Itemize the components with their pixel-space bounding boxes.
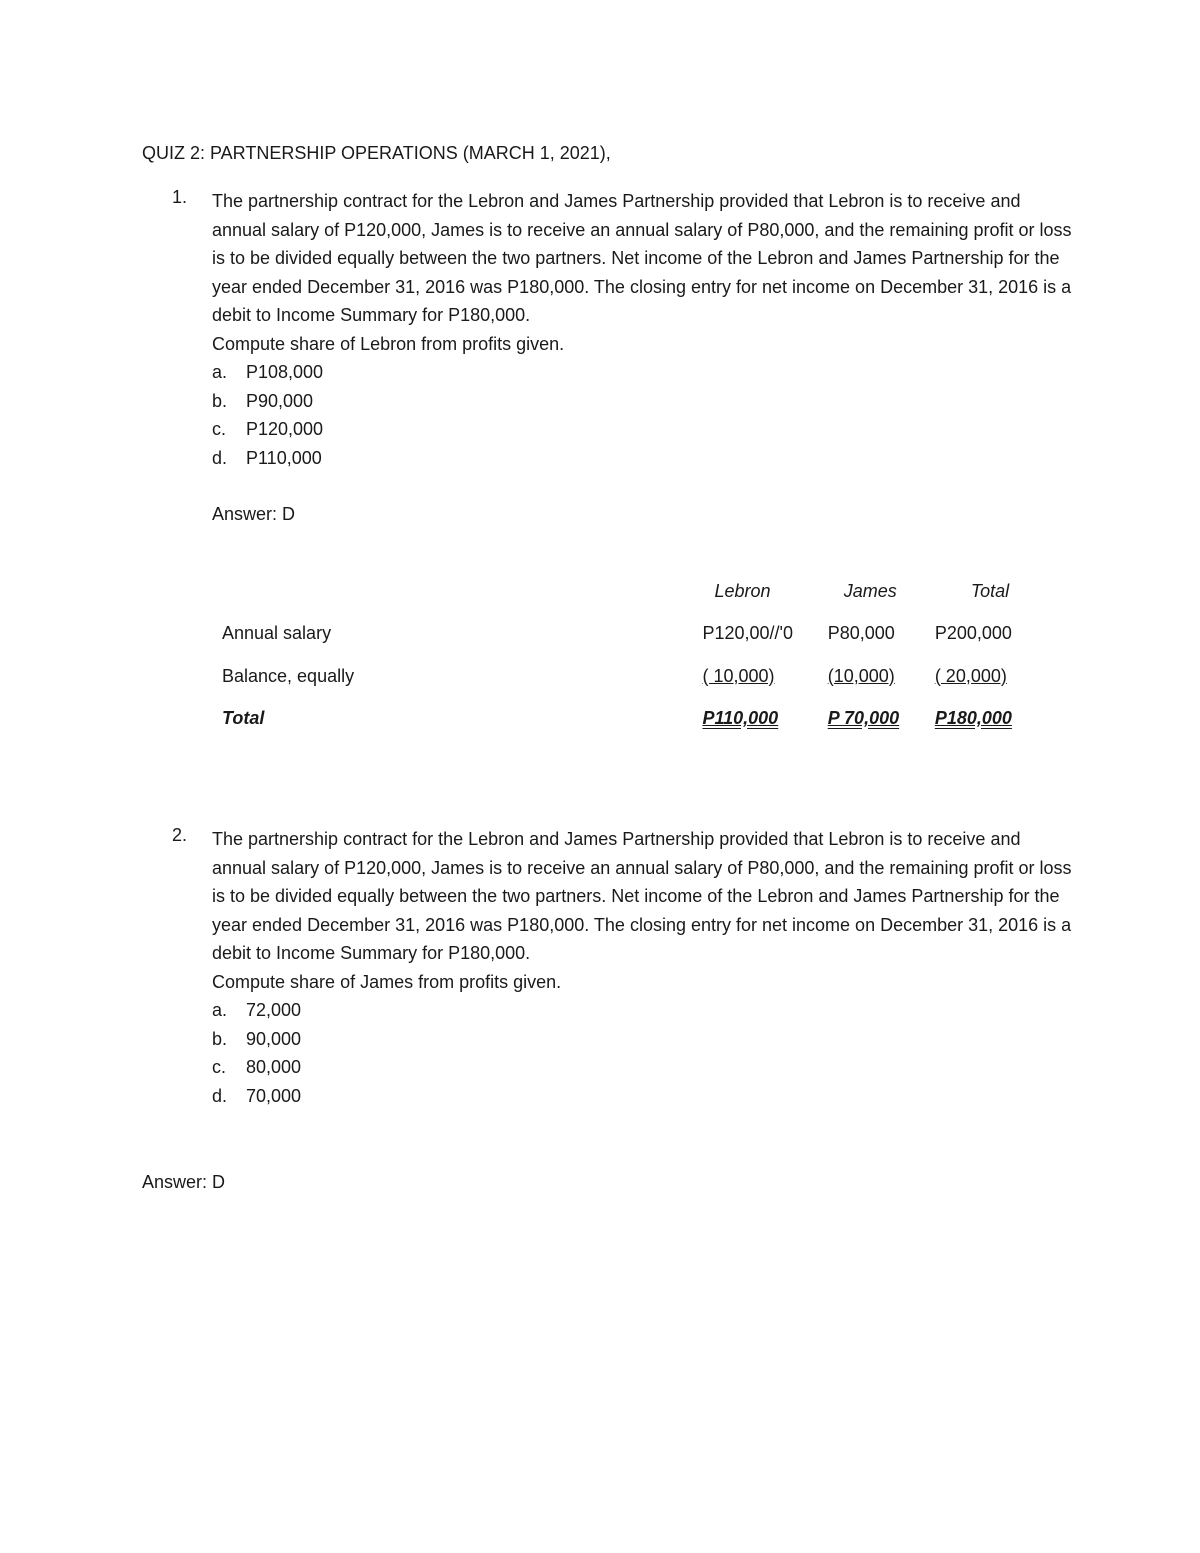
- question-2: [172, 825, 1072, 1110]
- option-d: [212, 1082, 1072, 1111]
- option-value: 72,000: [246, 1000, 302, 1020]
- option-letter: a.: [212, 362, 228, 382]
- cell-total: ( 20,000): [934, 665, 1007, 686]
- question-number: 1.: [172, 187, 188, 207]
- answer-line: Answer: D: [212, 504, 296, 524]
- row-label: Total: [222, 708, 265, 729]
- row-label: Annual salary: [222, 623, 332, 644]
- question-prompt: Compute share of Lebron from profits given.: [212, 333, 565, 354]
- cell-total: P200,000: [934, 623, 1012, 644]
- cell-lebron: P110,000: [702, 708, 779, 729]
- computation-table: [222, 570, 1062, 740]
- option-letter: b.: [212, 390, 228, 411]
- options-list: [212, 996, 1072, 1110]
- question-text: The partnership contract for the Lebron and James Partnership provided that Lebron is to receive and annual salary of P120,000, James is to receive an annual salary of P80,000, and the remaining profit or loss is to be divided equally between the two partners. Net income of the Lebron and James Partnership for the year ended December 31, 2016 was P180,000. The closing entry for net income on December 31, 2016 is a debit to Income Summary for P180,000.: [212, 829, 1072, 963]
- option-a: [212, 996, 1072, 1025]
- option-letter: d.: [212, 1085, 228, 1106]
- question-prompt: Compute share of James from profits given.: [212, 971, 562, 992]
- option-value: P108,000: [246, 362, 324, 382]
- option-value: P120,000: [246, 419, 324, 439]
- cell-james: (10,000): [827, 665, 895, 686]
- option-letter: d.: [212, 447, 228, 468]
- table-header-row: [222, 570, 1062, 613]
- option-b: [212, 387, 1072, 416]
- question-1: [172, 187, 1072, 529]
- table-row: [222, 655, 1062, 698]
- header-lebron: Lebron: [714, 580, 771, 601]
- cell-total: P180,000: [934, 708, 1012, 729]
- header-blank: [222, 570, 702, 613]
- final-answer: Answer: D: [142, 1172, 226, 1192]
- option-letter: a.: [212, 1000, 228, 1020]
- option-value: 80,000: [246, 1057, 302, 1077]
- option-letter: c.: [212, 1057, 227, 1077]
- option-a: [212, 358, 1072, 387]
- table-row-total: [222, 698, 1062, 741]
- cell-lebron: P120,00//'0: [702, 623, 793, 644]
- table-row: [222, 613, 1062, 656]
- option-value: 70,000: [246, 1085, 302, 1106]
- header-james: James: [843, 580, 897, 601]
- option-c: [212, 1053, 1072, 1082]
- cell-james: P 70,000: [827, 708, 900, 729]
- row-label: Balance, equally: [222, 665, 355, 686]
- option-value: P90,000: [246, 390, 314, 411]
- option-b: [212, 1025, 1072, 1054]
- options-list: [212, 358, 1072, 472]
- option-letter: b.: [212, 1028, 228, 1049]
- header-total: Total: [970, 580, 1010, 601]
- quiz-title: QUIZ 2: PARTNERSHIP OPERATIONS (MARCH 1, 2021),: [142, 143, 611, 163]
- question-text: The partnership contract for the Lebron and James Partnership provided that Lebron is to receive and annual salary of P120,000, James is to receive an annual salary of P80,000, and the remaining profit or loss is to be divided equally between the two partners. Net income of the Lebron and James Partnership for the year ended December 31, 2016 was P180,000. The closing entry for net income on December 31, 2016 is a debit to Income Summary for P180,000.: [212, 191, 1072, 325]
- option-value: P110,000: [246, 447, 322, 468]
- option-c: [212, 415, 1072, 444]
- question-number: 2.: [172, 825, 188, 845]
- option-value: 90,000: [246, 1028, 302, 1049]
- cell-james: P80,000: [827, 623, 895, 644]
- cell-lebron: ( 10,000): [702, 665, 775, 686]
- option-letter: c.: [212, 419, 227, 439]
- option-d: [212, 444, 1072, 473]
